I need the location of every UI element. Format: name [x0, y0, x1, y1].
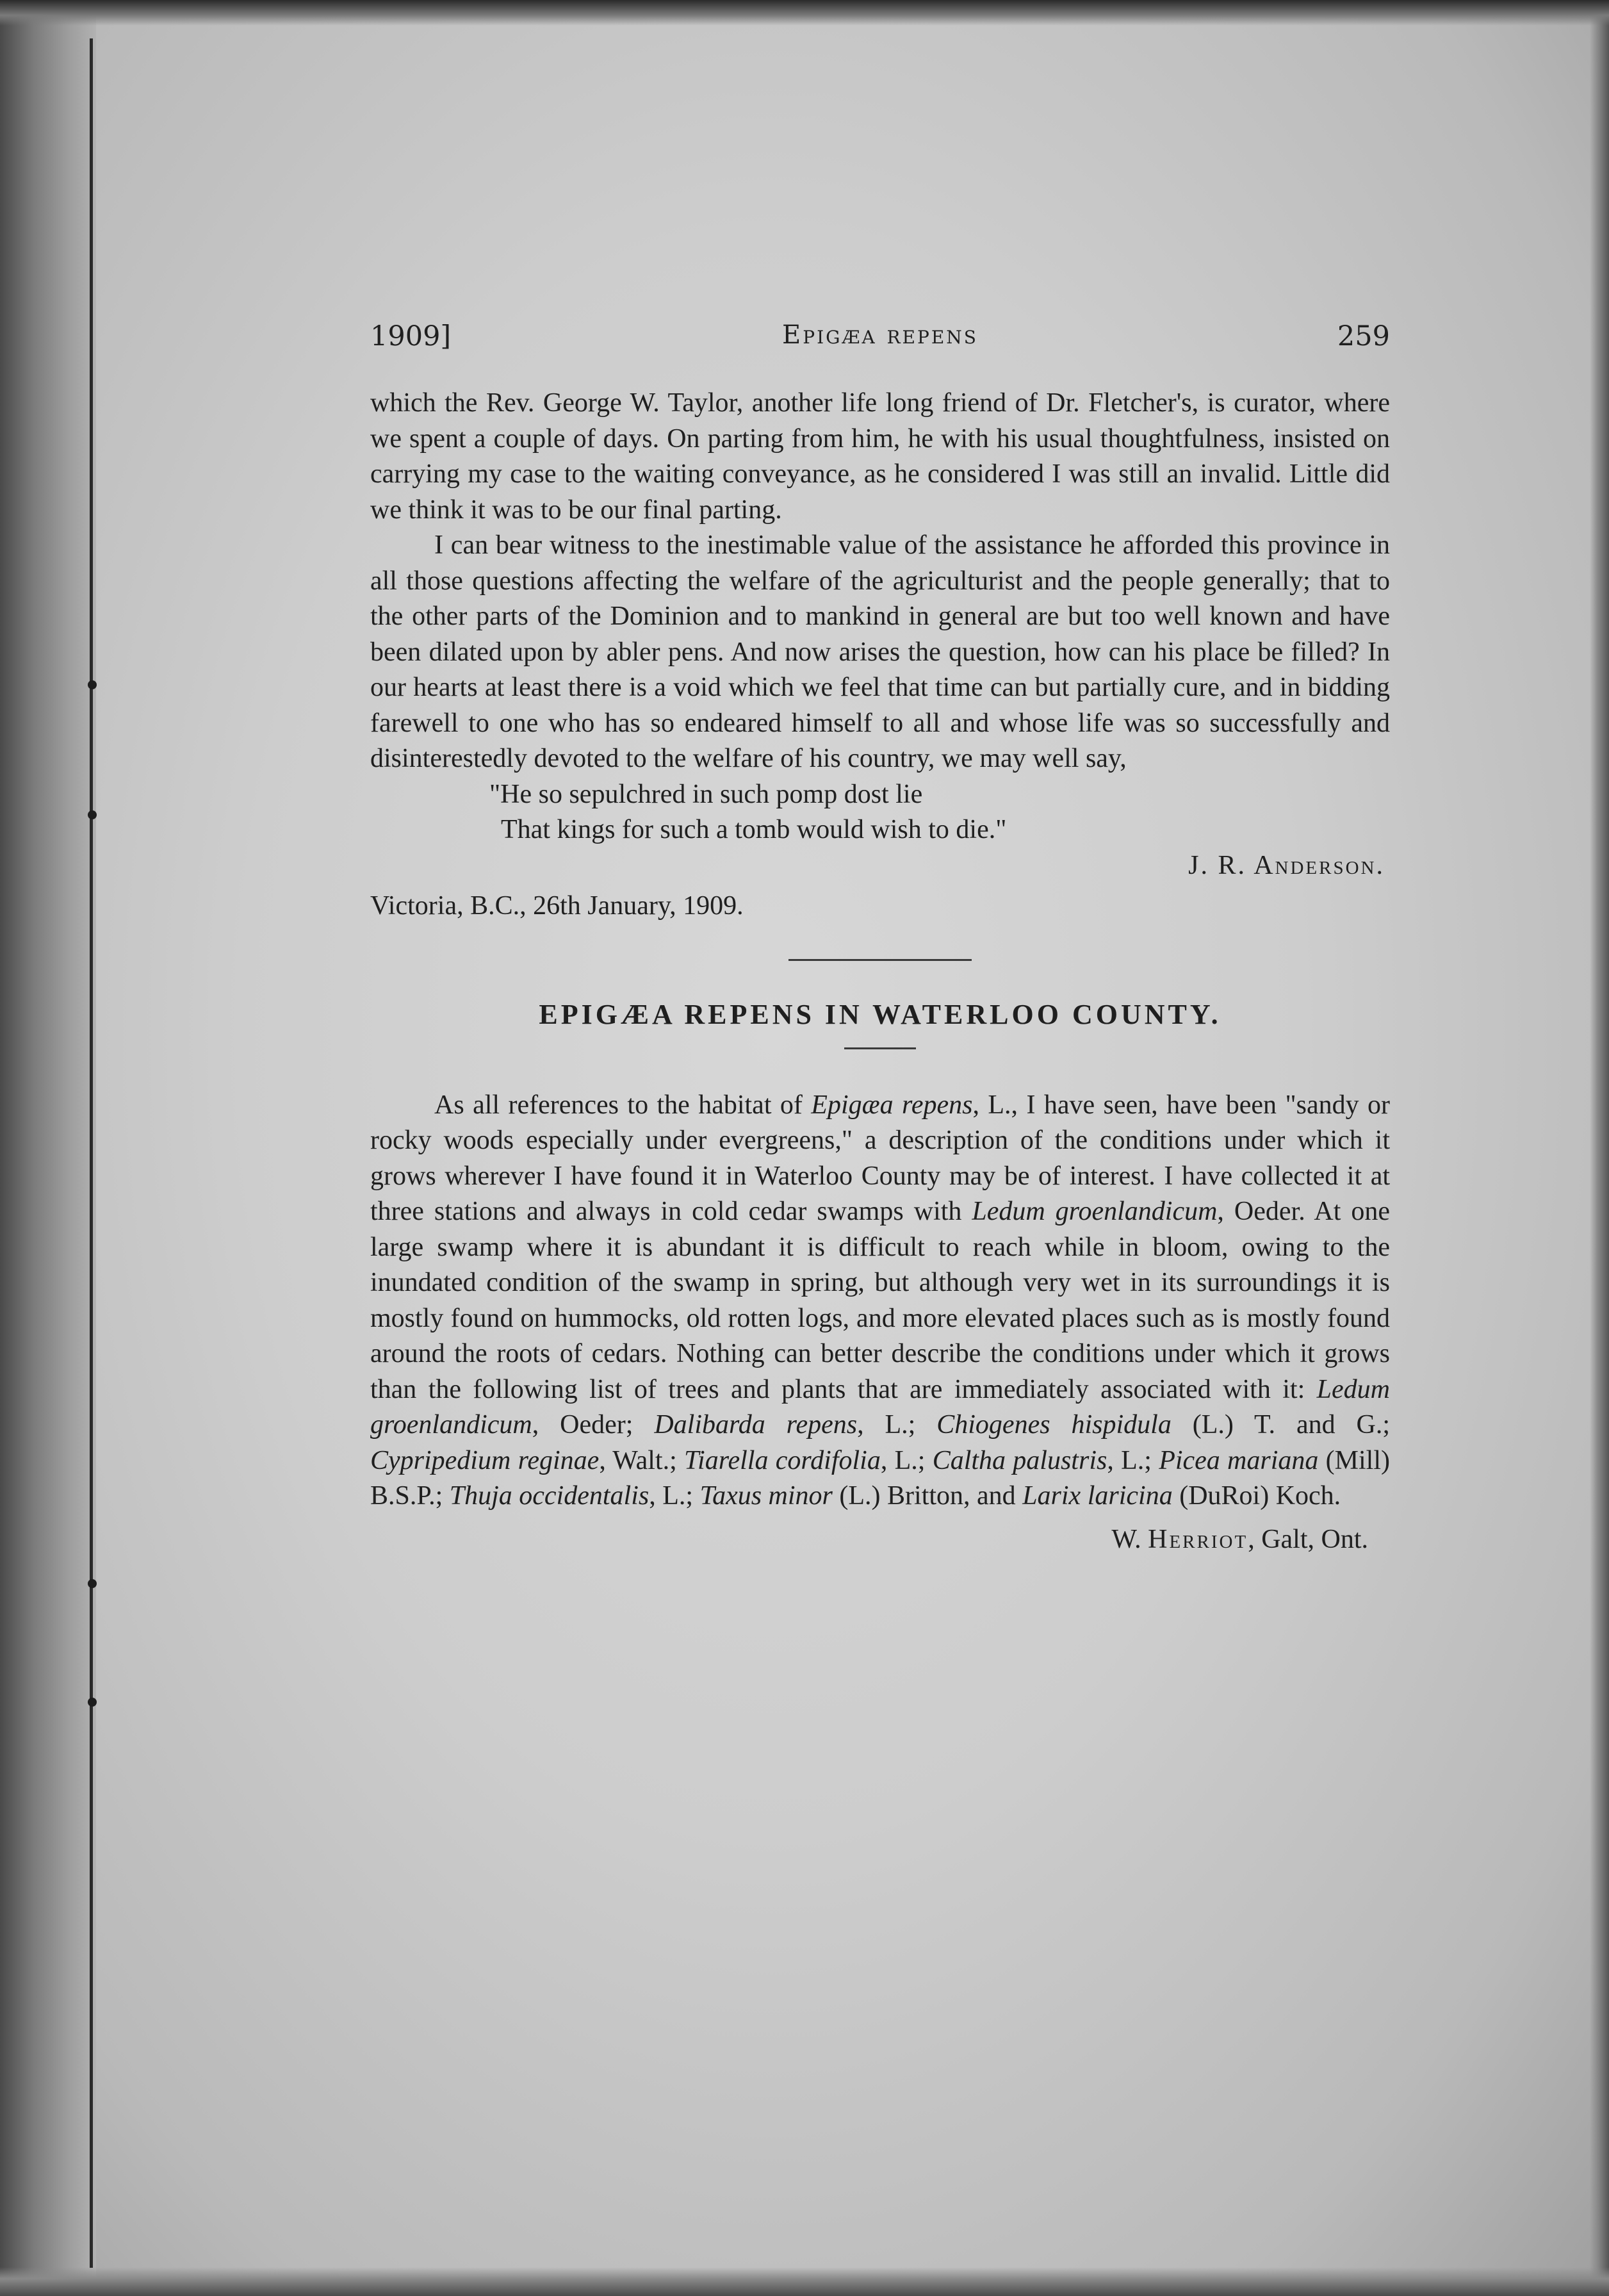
running-head [370, 314, 1390, 359]
right-page-edge [1590, 0, 1609, 2296]
tribute-paragraph-1: which the Rev. George W. Taylor, another life long friend of Dr. Fletcher's, is curator, where we spent a couple of days. On parting from him, he with his usual thoughtfulness, insisted on carrying my case to the waiting conveyance, as he considered I was still an invalid. Little did we think it was to be our final parting. [370, 388, 1390, 525]
species-name: Cypripedium reginae [370, 1445, 600, 1475]
species-name: Chiogenes hispidula [936, 1410, 1172, 1439]
species-name: Larix laricina [1022, 1481, 1173, 1511]
quote-line-2: That kings for such a tomb would wish to die." [501, 815, 1007, 844]
species-name: Picea mariana [1159, 1445, 1319, 1475]
quote-line-1: "He so sepulchred in such pomp dost lie [489, 779, 923, 809]
tribute-signature [370, 848, 1390, 884]
species-name: Ledum groenlandicum [370, 1374, 1390, 1439]
species-name: Ledum groenlandicum [972, 1197, 1218, 1226]
article-author: W. Herriot, Galt, Ont. [1111, 1524, 1368, 1554]
author-surname: Herriot [1148, 1524, 1248, 1554]
article-body: As all references to the habitat of Epigæa repens, L., I have seen, have been "sandy or rocky woods especially under evergreens," a description of the conditions under which it grows wherever I have found it in Waterloo County may be of interest. I have collected it at three stations and always in cold cedar swamps with Ledum groenlandicum, Oeder. At one large swamp where it is abundant it is difficult to reach while in bloom, owing to the inundated condition of the swamp in spring, but although very wet in its surroundings it is mostly found on hummocks, old rotten logs, and more elevated places such as is mostly found around the roots of cedars. Nothing can better describe the conditions under which it grows than the following list of trees and plants that are immediately associated with it: Ledum groenlandicum, Oeder; Dalibarda repens, L.; Chiogenes hispidula (L.) T. and G.; Cypripedium reginae, Walt.; Tiarella cordifolia, L.; Caltha palustris, L.; Picea mariana (Mill) B.S.P.; Thuja occidentalis, L.; Taxus minor (L.) Britton, and Larix laricina (DuRoi) Koch. [370, 1090, 1391, 1511]
binding-shadow [0, 0, 96, 2296]
signature-name: J. R. Anderson. [1188, 850, 1385, 880]
running-head-title: Epigæa repens [782, 320, 978, 350]
title-rule [844, 1047, 916, 1049]
margin-mark [88, 1579, 97, 1588]
species-name: Dalibarda repens [654, 1410, 858, 1439]
species-name: Taxus minor [699, 1481, 833, 1511]
species-name: Tiarella cordifolia [684, 1445, 881, 1475]
top-page-edge [0, 0, 1609, 26]
running-head-year: 1909] [370, 320, 452, 352]
section-divider [788, 959, 972, 961]
species-name: Thuja occidentalis [449, 1481, 649, 1511]
page-content [370, 314, 1390, 1557]
tribute-paragraph-2: I can bear witness to the inestimable value of the assistance he afforded this province in all those questions affecting the welfare of the agriculturist and the people generally; that to the other parts of the Dominion and to mankind in general are but too well known and have been dilated upon by abler pens. And now arises the question, how can his place be filled? In our hearts at least there is a void which we feel that time can but partially cure, and in bidding farewell to one who has so endeared himself to all and whose life was so successfully and disinterestedly devoted to the welfare of his country, we may well say, [370, 530, 1390, 773]
article-title: EPIGÆA REPENS IN WATERLOO COUNTY. [539, 998, 1221, 1030]
binding-edge [90, 38, 93, 2268]
dateline: Victoria, B.C., 26th January, 1909. [370, 891, 744, 921]
page-number: 259 [1337, 320, 1390, 352]
margin-mark [88, 810, 97, 819]
margin-mark [88, 1698, 97, 1707]
species-name: Epigæa repens [811, 1090, 973, 1120]
bottom-page-edge [0, 2267, 1609, 2296]
species-name: Caltha palustris [932, 1445, 1107, 1475]
margin-mark [88, 680, 97, 689]
